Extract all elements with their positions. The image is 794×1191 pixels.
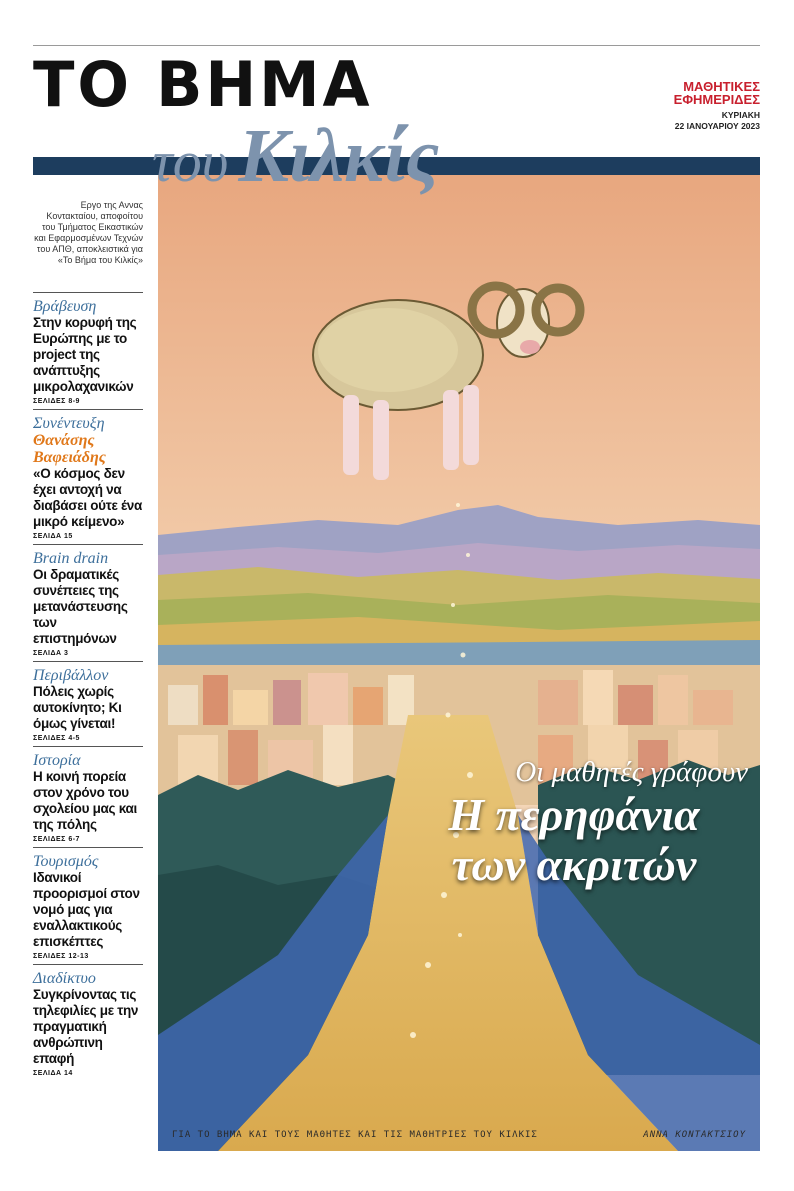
sidebar-headline: Πόλεις χωρίς αυτοκίνητο; Κι όμως γίνεται!	[33, 684, 122, 731]
sidebar-page-ref: ΣΕΛΙΔΕΣ 12-13	[33, 953, 89, 960]
sidebar-category: Ιστορία	[33, 752, 81, 769]
sidebar-category: Περιβάλλον	[33, 667, 109, 684]
edition-label: ΜΑΘΗΤΙΚΕΣ ΕΦΗΜΕΡΙΔΕΣ	[673, 79, 760, 107]
sidebar-item-history[interactable]	[33, 746, 143, 847]
artist-signature: ΑΝΝΑ ΚΟΝΤΑΚΤΣΙΟΥ	[643, 1129, 746, 1140]
sidebar-category: Διαδίκτυο	[33, 970, 96, 987]
edition-day: ΚΥΡΙΑΚΗ	[721, 110, 760, 120]
edition-full-date: 22 ΙΑΝΟΥΑΡΙΟΥ 2023	[674, 121, 760, 131]
sidebar-page-ref: ΣΕΛΙΔΕΣ 8-9	[33, 398, 80, 405]
sidebar-category: Συνέντευξη	[33, 415, 105, 432]
masthead-subtitle	[152, 114, 440, 198]
cover-kicker: Οι μαθητές γράφουν	[515, 756, 748, 788]
edition-date	[650, 110, 760, 132]
masthead-title: ΤΟ ΒΗΜΑ	[33, 48, 373, 121]
sidebar-headline: Οι δραματικές συνέπειες της μετανάστευσης των επιστημόνων	[33, 567, 128, 646]
sidebar-item-internet[interactable]	[33, 964, 143, 1081]
sidebar-item-brain-drain[interactable]	[33, 544, 143, 661]
cover-caption	[158, 1118, 760, 1151]
sidebar-headline: Η κοινή πορεία στον χρόνο του σχολείου μας και της πόλης	[33, 769, 137, 832]
art-credit: Εργο της Αννας Κοντακταίου, αποφοίτου του Τμήματος Εικαστικών και Εφαρμοσμένων Τεχνών του ΑΠΘ, αποκλειστικά για «Το Βήμα του Κιλκίς»	[34, 200, 143, 265]
cover-caption-text: ΓΙΑ ΤΟ ΒΗΜΑ ΚΑΙ ΤΟΥΣ ΜΑΘΗΤΕΣ ΚΑΙ ΤΙΣ ΜΑΘΗΤΡΙΕΣ ΤΟΥ ΚΙΛΚΙΣ	[172, 1129, 538, 1140]
cover-headline-line2: των ακριτών	[451, 839, 697, 890]
sidebar-item-environment[interactable]	[33, 661, 143, 746]
masthead-subtitle-kilkis: Κιλκίς	[238, 114, 440, 198]
sidebar-page-ref: ΣΕΛΙΔΑ 14	[33, 1070, 73, 1077]
sidebar-page-ref: ΣΕΛΙΔΑ 15	[33, 533, 73, 540]
cover-illustration	[158, 175, 760, 1151]
cover-headline-line1: Η περηφάνια	[448, 789, 700, 840]
sidebar-page-ref: ΣΕΛΙΔΕΣ 4-5	[33, 735, 80, 742]
sidebar-item-interview[interactable]	[33, 409, 143, 544]
edition-block	[650, 80, 760, 132]
sidebar	[33, 292, 143, 1081]
top-rule	[33, 45, 760, 46]
sidebar-page-ref: ΣΕΛΙΔΕΣ 6-7	[33, 836, 80, 843]
masthead-subtitle-tou: του	[152, 129, 229, 194]
sidebar-headline: «Ο κόσμος δεν έχει αντοχή να διαβάσει ούτε ένα μικρό κείμενο»	[33, 466, 143, 529]
sidebar-headline: Ιδανικοί προορισμοί στον νομό μας για εναλλακτικούς επισκέπτες	[33, 870, 140, 949]
sidebar-headline: Στην κορυφή της Ευρώπης με το project της ανάπτυξης μικρολαχανικών	[33, 315, 137, 394]
sidebar-headline: Συγκρίνοντας τις τηλεφιλίες με την πραγματική ανθρώπινη επαφή	[33, 987, 139, 1066]
cover-headline	[394, 790, 754, 890]
sidebar-category: Brain drain	[33, 550, 109, 567]
sidebar-page-ref: ΣΕΛΙΔΑ 3	[33, 650, 69, 657]
sidebar-category: Βράβευση	[33, 298, 97, 315]
sidebar-category: Τουρισμός	[33, 853, 99, 870]
sidebar-interviewee: Θανάσης Βαφειάδης	[33, 432, 106, 466]
sidebar-item-award[interactable]	[33, 292, 143, 409]
sidebar-item-tourism[interactable]	[33, 847, 143, 964]
